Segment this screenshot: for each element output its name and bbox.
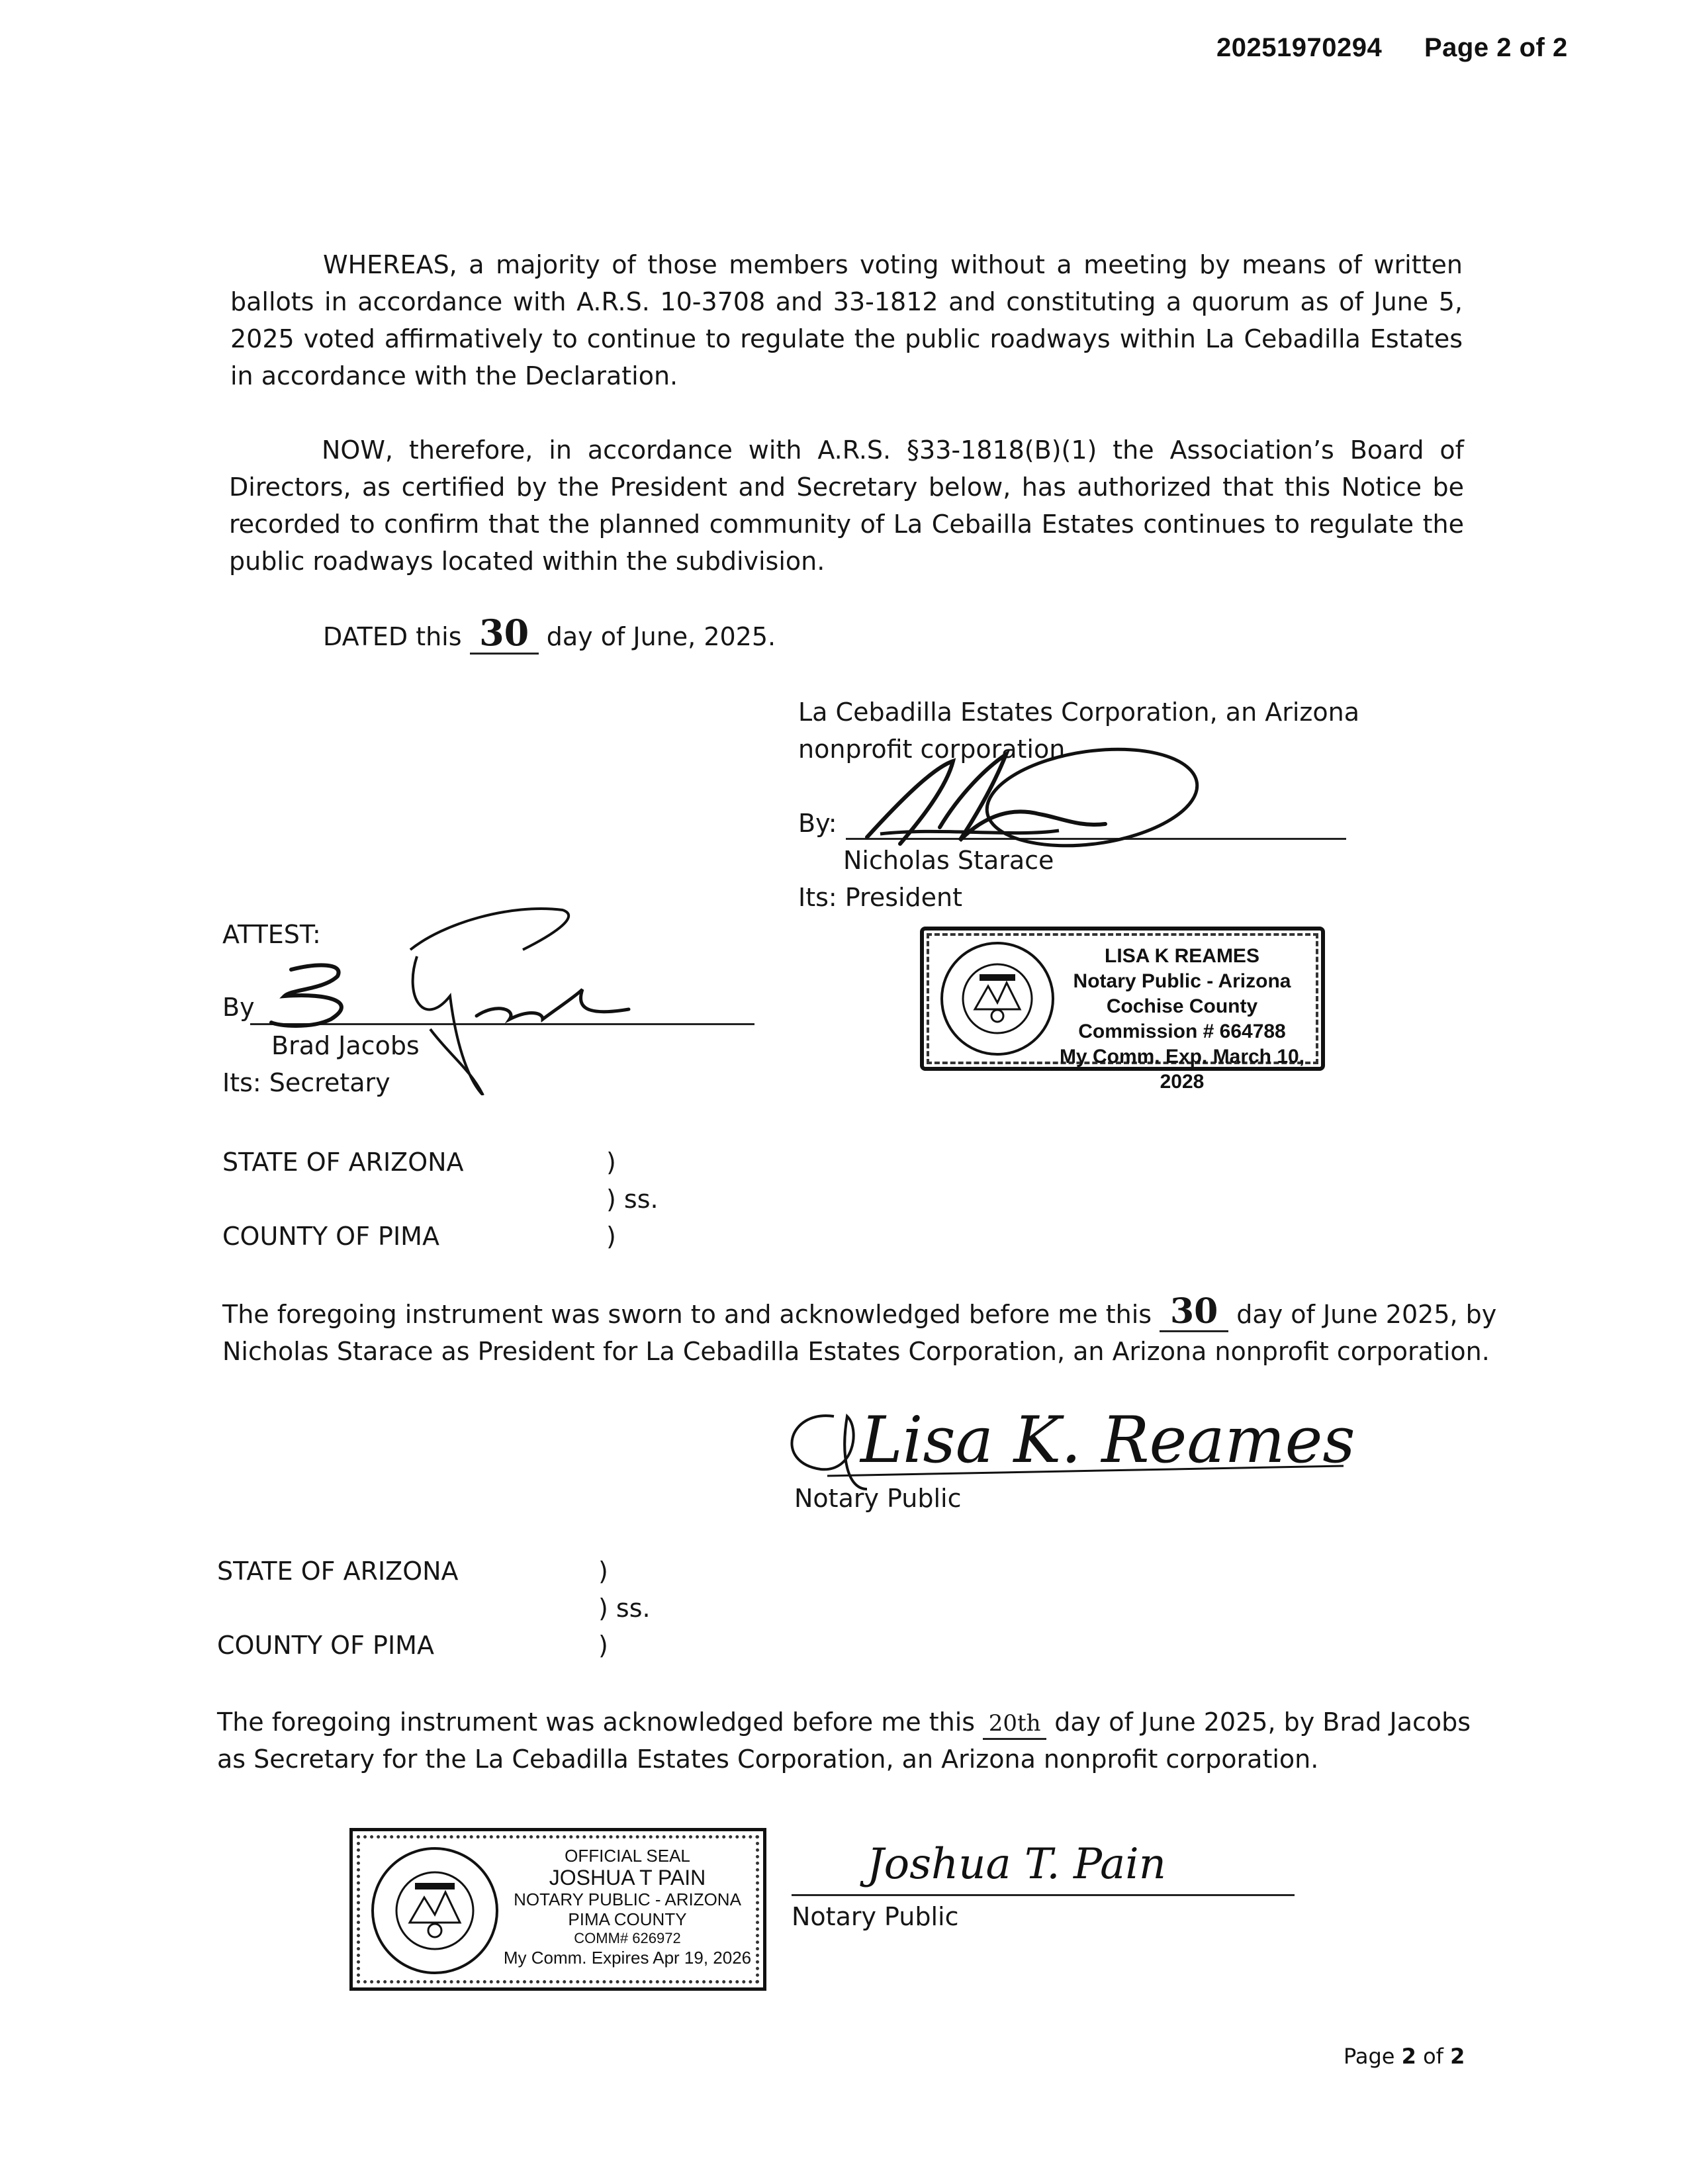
ack2-prefix: The foregoing instrument was acknowledged before me this — [217, 1707, 976, 1737]
secretary-title: Its: Secretary — [222, 1068, 390, 1097]
secretary-by-label: By — [222, 993, 255, 1022]
ack1-prefix: The foregoing instrument was sworn to and acknowledged before me this — [222, 1300, 1152, 1329]
venue1-paren-bottom: ) — [606, 1222, 616, 1251]
venue2-paren-top: ) — [598, 1557, 608, 1586]
seal1-county: Cochise County — [1106, 995, 1258, 1017]
seal2-official-seal: OFFICIAL SEAL — [565, 1846, 690, 1866]
seal1-expiration: My Comm. Exp. March 10, 2028 — [1059, 1046, 1305, 1093]
dated-prefix: DATED this — [323, 622, 462, 651]
whereas-paragraph: WHEREAS, a majority of those members voting without a meeting by means of written ballots in accordance with A.R.S. 10-3708 and 33-1812 and constituting a quorum as of June 5, 2025 voted affirmatively to continue to regulate the public roadways within La Cebadilla Estates in accordance with the Declaration. — [230, 250, 1463, 390]
seal1-name: LISA K REAMES — [1105, 945, 1259, 967]
president-by-label: By: — [798, 809, 837, 838]
attest-label: ATTEST: — [222, 920, 321, 949]
seal2-commission: COMM# 626972 — [574, 1930, 681, 1946]
seal2-expiration: My Comm. Expires Apr 19, 2026 — [503, 1948, 752, 1968]
president-title: Its: President — [798, 883, 963, 912]
ack2-line1 — [217, 1704, 1471, 1741]
seal1-commission: Commission # 664788 — [1078, 1021, 1286, 1042]
venue1-ss: ) ss. — [606, 1185, 659, 1214]
corporation-name-line1: La Cebadilla Estates Corporation, an Arizona — [798, 698, 1359, 727]
dated-suffix: day of June, 2025. — [546, 622, 776, 651]
ack2-line2: as Secretary for the La Cebadilla Estates Corporation, an Arizona nonprofit corporation. — [217, 1745, 1319, 1774]
footer-page-num: 2 — [1401, 2044, 1416, 2069]
ack1-suffix: day of June 2025, by — [1236, 1300, 1497, 1329]
arizona-state-seal-icon — [369, 1844, 501, 1977]
footer-page-number — [1344, 2044, 1465, 2069]
ack2-day-handwritten: 20th — [988, 1710, 1041, 1737]
president-name: Nicholas Starace — [843, 846, 1054, 875]
ack1-day-field — [1160, 1291, 1228, 1332]
ack1-line2: Nicholas Starace as President for La Cebadilla Estates Corporation, an Arizona nonprofit corporation. — [222, 1337, 1490, 1366]
ack1-day-handwritten: 30 — [1170, 1291, 1218, 1332]
notary1-label: Notary Public — [794, 1484, 962, 1513]
notary2-signature-line — [792, 1894, 1295, 1896]
dated-day-field — [470, 612, 539, 655]
page-indicator-header: Page 2 of 2 — [1424, 33, 1568, 62]
venue1-state: STATE OF ARIZONA — [222, 1148, 464, 1177]
seal2-name: JOSHUA T PAIN — [549, 1866, 706, 1889]
president-signature — [841, 728, 1211, 854]
notary2-signature: Joshua T. Pain — [867, 1840, 1166, 1889]
venue2-state: STATE OF ARIZONA — [217, 1557, 459, 1586]
ack2-suffix: day of June 2025, by Brad Jacobs — [1054, 1707, 1471, 1737]
notary2-label: Notary Public — [792, 1902, 959, 1931]
now-therefore-paragraph: NOW, therefore, in accordance with A.R.S. §33-1818(B)(1) the Association’s Board of Directors, as certified by the President and Secretary below, has authorized that this Notice be recorded to confirm that the planned community of La Cebailla Estates continues to regulate the public roadways located within the subdivision. — [229, 435, 1464, 576]
notary-seal-lisa-reames — [920, 927, 1325, 1093]
venue2-county: COUNTY OF PIMA — [217, 1631, 434, 1660]
venue1-paren-top: ) — [606, 1148, 616, 1177]
corporation-name-line2: nonprofit corporation — [798, 735, 1066, 764]
seal1-title: Notary Public - Arizona — [1073, 970, 1291, 992]
dated-line — [323, 612, 776, 655]
footer-page-prefix: Page — [1344, 2044, 1395, 2069]
venue1-county: COUNTY OF PIMA — [222, 1222, 439, 1251]
notary-seal-joshua-pain — [349, 1828, 766, 1991]
seal2-county: PIMA COUNTY — [568, 1909, 687, 1929]
ack1-line1 — [222, 1291, 1497, 1333]
venue2-ss: ) ss. — [598, 1594, 651, 1623]
secretary-name: Brad Jacobs — [271, 1031, 420, 1060]
ack2-day-field — [983, 1707, 1046, 1740]
dated-day-handwritten: 30 — [479, 612, 529, 654]
footer-page-total: 2 — [1450, 2044, 1465, 2069]
notary1-signature: Lisa K. Reames — [860, 1403, 1355, 1477]
seal2-title: NOTARY PUBLIC - ARIZONA — [514, 1889, 741, 1909]
document-number: 20251970294 — [1216, 33, 1383, 62]
venue2-paren-bottom: ) — [598, 1631, 608, 1660]
footer-page-of: of — [1423, 2044, 1443, 2069]
arizona-state-seal-icon — [938, 940, 1056, 1058]
